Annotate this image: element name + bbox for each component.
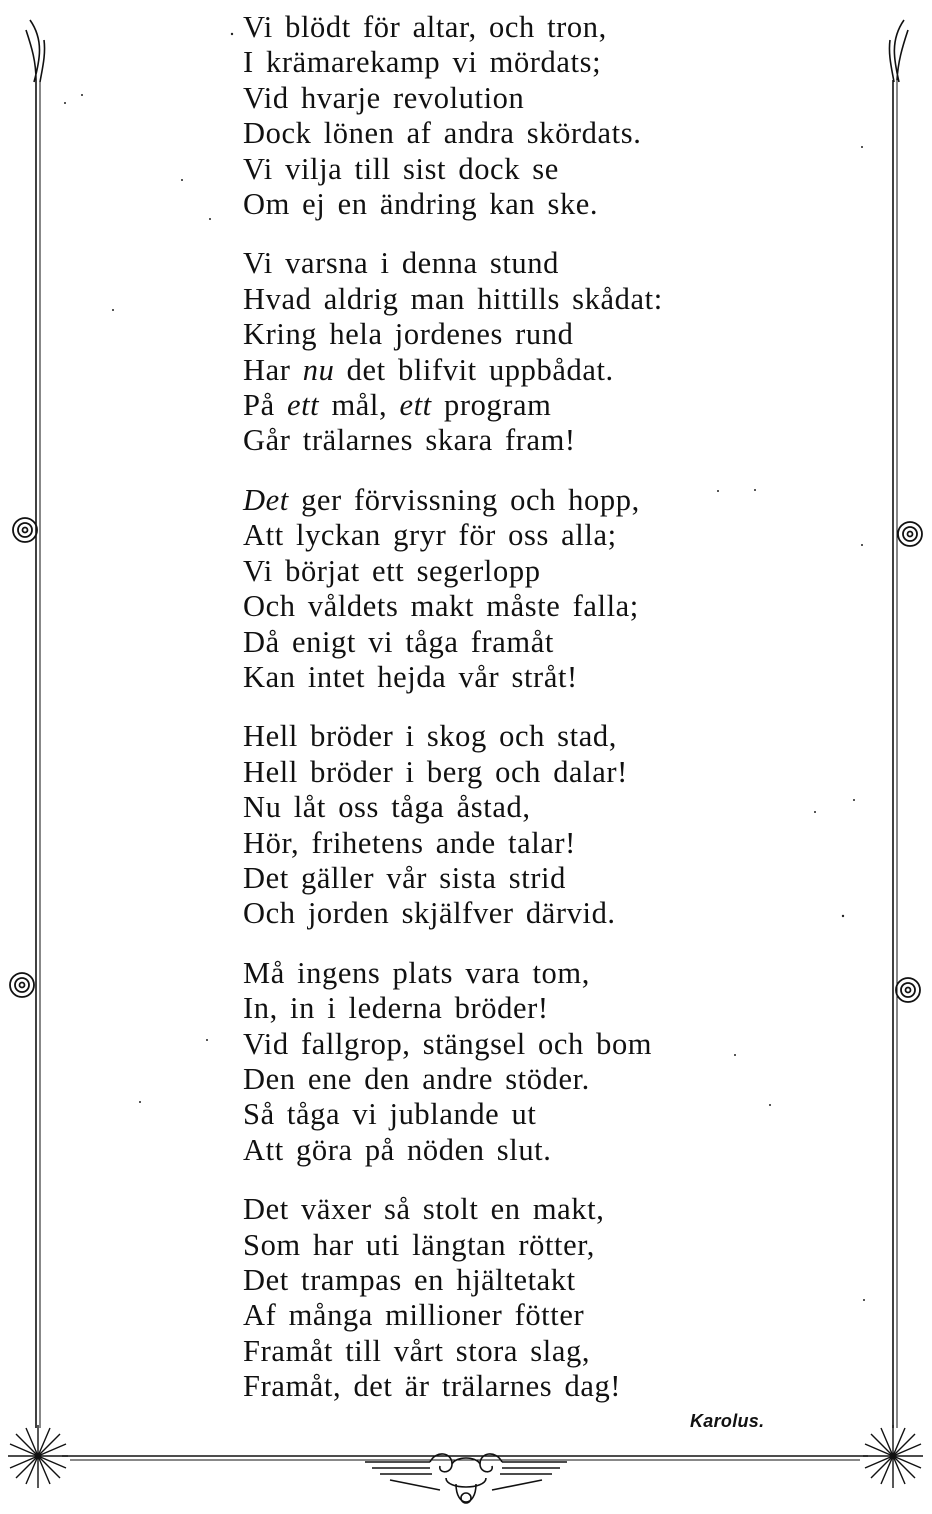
line-text: Vid hvarje revolution: [243, 80, 525, 115]
poem-line: [243, 1062, 763, 1097]
emphasized-word: ett: [399, 388, 432, 423]
line-text: Som har uti längtan rötter,: [243, 1227, 596, 1262]
line-text: I krämarekamp vi mördats;: [243, 45, 602, 80]
line-text: Vi börjat ett segerlopp: [243, 553, 541, 588]
emphasized-word: nu: [302, 352, 335, 387]
poem-line: [243, 10, 763, 45]
line-text: Vi blödt för altar, och tron,: [243, 10, 607, 44]
line-text: Dock lönen af andra skördats.: [243, 116, 642, 151]
right-upper-spiral: [898, 522, 922, 546]
bottom-center-ornament: [365, 1454, 567, 1503]
line-text: Har: [243, 352, 303, 387]
line-text: Att lyckan gryr för oss alla;: [243, 518, 617, 553]
stanza: [243, 719, 763, 931]
line-text: Kring hela jordenes rund: [243, 317, 574, 352]
poem-line: [243, 483, 763, 518]
line-text: Vi vilja till sist dock se: [243, 151, 559, 186]
line-text: Nu låt oss tåga åstad,: [243, 790, 531, 825]
poem-line: [243, 1369, 763, 1404]
bottom-right-starburst: [863, 1425, 923, 1488]
poem-text: [243, 10, 763, 1429]
poem-line: [243, 991, 763, 1026]
left-upper-spiral: [13, 518, 37, 542]
poem-line: [243, 589, 763, 624]
line-text: det blifvit uppbådat.: [334, 352, 614, 387]
poem-line: [243, 423, 763, 458]
poem-line: [243, 625, 763, 660]
line-text: Det trampas en hjältetakt: [243, 1263, 576, 1297]
line-text: Och våldets makt måste falla;: [243, 589, 639, 624]
poem-line: [243, 116, 763, 151]
poem-line: [243, 317, 763, 352]
line-text: Det gäller vår sista strid: [243, 860, 566, 895]
stanza: [243, 956, 763, 1168]
right-lower-spiral: [896, 978, 920, 1002]
stanza: [243, 10, 763, 222]
poem-line: [243, 1097, 763, 1132]
line-text: program: [431, 388, 552, 423]
poem-line: [243, 81, 763, 116]
bottom-left-starburst: [8, 1425, 68, 1488]
poem-line: [243, 1192, 763, 1227]
poem-line: [243, 246, 763, 281]
poem-line: [243, 896, 763, 931]
line-text: Att göra på nöden slut.: [243, 1132, 552, 1167]
poem-line: [243, 755, 763, 790]
line-text: Den ene den andre stöder.: [243, 1061, 590, 1096]
line-text: Må ingens plats vara tom,: [243, 955, 590, 990]
line-text: Så tåga vi jublande ut: [243, 1097, 537, 1132]
poem-line: [243, 282, 763, 317]
line-text: Hvad aldrig man hittills skådat:: [243, 281, 663, 316]
line-text: In, in i lederna bröder!: [243, 991, 549, 1026]
poem-line: [243, 388, 763, 423]
line-text: Om ej en ändring kan ske.: [243, 187, 599, 222]
poem-line: [243, 1228, 763, 1263]
poem-line: [243, 554, 763, 589]
poem-line: [243, 152, 763, 187]
line-text: Då enigt vi tåga framåt: [243, 624, 554, 659]
poem-line: [243, 1263, 763, 1298]
poem-line: [243, 45, 763, 80]
line-text: Kan intet hejda vår stråt!: [243, 659, 578, 694]
line-text: På: [243, 388, 287, 423]
line-text: mål,: [319, 388, 400, 423]
poem-line: [243, 518, 763, 553]
stanza: [243, 1192, 763, 1404]
poem-line: [243, 187, 763, 222]
line-text: Hör, frihetens ande talar!: [243, 825, 576, 860]
poem-line: [243, 1133, 763, 1168]
top-left-flourish: [26, 20, 45, 82]
stanza: [243, 246, 763, 458]
line-text: ger förvissning och hopp,: [288, 482, 640, 517]
line-text: Vid fallgrop, stängsel och bom: [243, 1026, 653, 1061]
poem-line: [243, 826, 763, 861]
emphasized-word: ett: [286, 388, 320, 423]
poem-line: [243, 1027, 763, 1062]
poem-line: [243, 1298, 763, 1333]
line-text: Framåt, det är trälarnes dag!: [243, 1369, 622, 1404]
poem-line: [243, 790, 763, 825]
poem-line: [243, 660, 763, 695]
left-lower-spiral: [10, 973, 34, 997]
emphasized-word: Det: [243, 482, 289, 517]
line-text: Går trälarnes skara fram!: [243, 423, 576, 458]
poem-line: [243, 353, 763, 388]
line-text: Vi varsna i denna stund: [243, 246, 559, 281]
line-text: Hell bröder i berg och dalar!: [243, 754, 628, 789]
poem-line: [243, 1334, 763, 1369]
line-text: Af många millioner fötter: [243, 1298, 585, 1333]
line-text: Hell bröder i skog och stad,: [243, 719, 617, 754]
poem-line: [243, 956, 763, 991]
line-text: Och jorden skjälfver därvid.: [243, 896, 616, 931]
poem-line: [243, 719, 763, 754]
poem-line: [243, 861, 763, 896]
line-text: Det växer så stolt en makt,: [243, 1192, 605, 1227]
top-right-flourish: [889, 20, 908, 82]
stanza: [243, 483, 763, 695]
author-signature: Karolus.: [690, 1411, 765, 1431]
line-text: Framåt till vårt stora slag,: [243, 1333, 591, 1368]
